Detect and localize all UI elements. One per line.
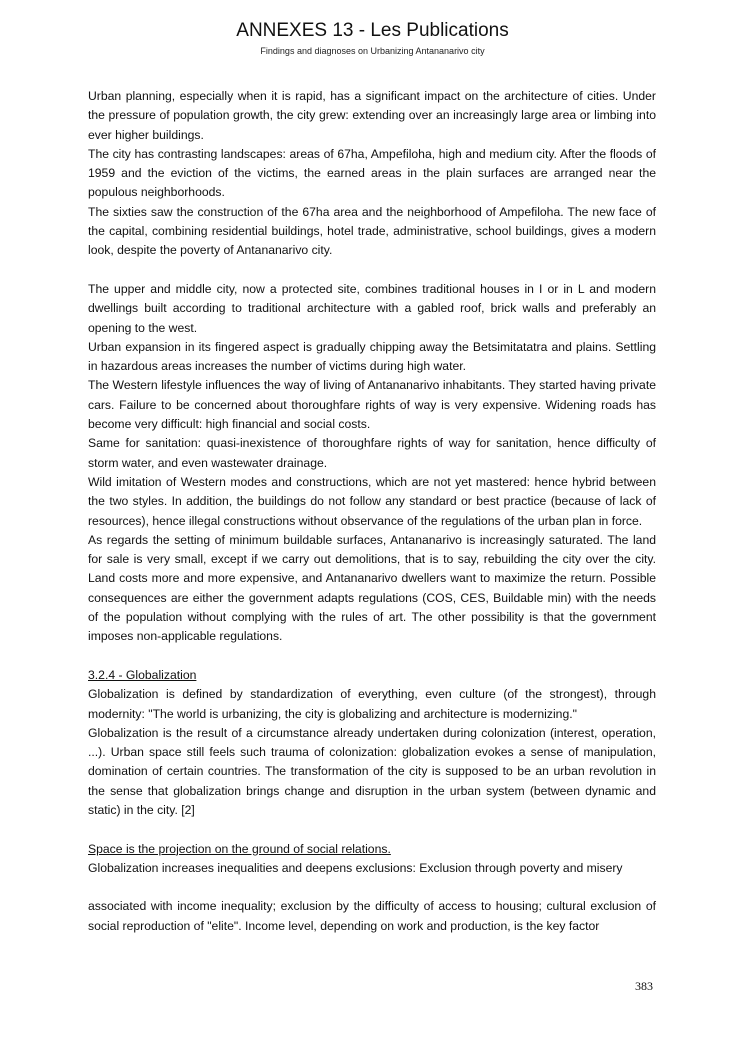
sub-heading: Space is the projection on the ground of social relations. xyxy=(88,841,391,856)
paragraph: As regards the setting of minimum buildable surfaces, Antananarivo is increasingly saturated. The land for sale is very small, except if we carry out demolitions, that is to say, rebuilding the city over the city. Land costs more and more expensive, and Antananarivo dwellers want to maximize the return. Possible consequences are either the government adapts regulations (COS, CES, Buildable min) with the needs of the population without complying with the rules of art. The other possibility is that the government imposes non-applicable regulations. xyxy=(88,532,656,644)
paragraph-gap xyxy=(88,647,656,666)
paragraph: Globalization is defined by standardization of everything, even culture (of the strongest), through modernity: "The world is urbanizing, the city is globalizing and architecture is modernizing." xyxy=(88,687,656,721)
page-header xyxy=(0,20,745,58)
paragraph-gap xyxy=(88,820,656,839)
paragraph: The sixties saw the construction of the 67ha area and the neighborhood of Ampefiloha. The new face of the capital, combining residential buildings, hotel trade, administrative, school buildings, gives a modern look, despite the poverty of Antananarivo city. xyxy=(88,204,656,258)
paragraph: Urban planning, especially when it is rapid, has a significant impact on the architecture of cities. Under the pressure of population growth, the city grew: extending over an increasingly large area or limbing into ever higher buildings. xyxy=(88,89,656,142)
paragraph-gap xyxy=(88,878,656,897)
paragraph: The city has contrasting landscapes: areas of 67ha, Ampefiloha, high and medium city. After the floods of 1959 and the eviction of the victims, the earned areas in the plain surfaces are arranged near the populous neighborhoods. xyxy=(88,146,656,200)
paragraph: associated with income inequality; exclusion by the difficulty of access to housing; cultural exclusion of social reproduction of "elite". Income level, depending on work and production, is the key factor xyxy=(88,899,656,933)
section-heading: 3.2.4 - Globalization xyxy=(88,667,197,682)
document-body xyxy=(88,87,656,936)
paragraph: The upper and middle city, now a protected site, combines traditional houses in I or in L and modern dwellings built according to traditional architecture with a gabled roof, brick walls and preferably an opening to the west. xyxy=(88,281,656,335)
paragraph-gap xyxy=(88,261,656,280)
paragraph: Urban expansion in its fingered aspect is gradually chipping away the Betsimitatatra and plains. Settling in hazardous areas increases the number of victims during high water. xyxy=(88,339,656,374)
page-number: 383 xyxy=(635,979,653,993)
document-title: ANNEXES 13 - Les Publications xyxy=(236,20,509,41)
paragraph: Same for sanitation: quasi-inexistence of thoroughfare rights of way for sanitation, hence difficulty of storm water, and even wastewater drainage. xyxy=(88,436,656,470)
paragraph: The Western lifestyle influences the way of living of Antananarivo inhabitants. They started having private cars. Failure to be concerned about thoroughfare rights of way is very expensive. Widening roads has become very difficult: high financial and social costs. xyxy=(88,378,656,432)
document-subtitle: Findings and diagnoses on Urbanizing Antananarivo city xyxy=(260,46,485,56)
paragraph: Wild imitation of Western modes and constructions, which are not yet mastered: hence hybrid between the two styles. In addition, the buildings do not follow any standard or best practice (because of lack of resources), hence illegal constructions without observance of the regulations of the urban plan in force. xyxy=(88,474,656,528)
paragraph: Globalization is the result of a circumstance already undertaken during colonization (interest, operation, ...). Urban space still feels such trauma of colonization: globalization evokes a sense of manipulation, domination of certain countries. The transformation of the city is supposed to be an urban revolution in the sense that globalization brings change and disruption in the urban system (between dynamic and static) in the city. [2] xyxy=(88,725,656,817)
paragraph: Globalization increases inequalities and deepens exclusions: Exclusion through poverty and misery xyxy=(88,860,623,875)
